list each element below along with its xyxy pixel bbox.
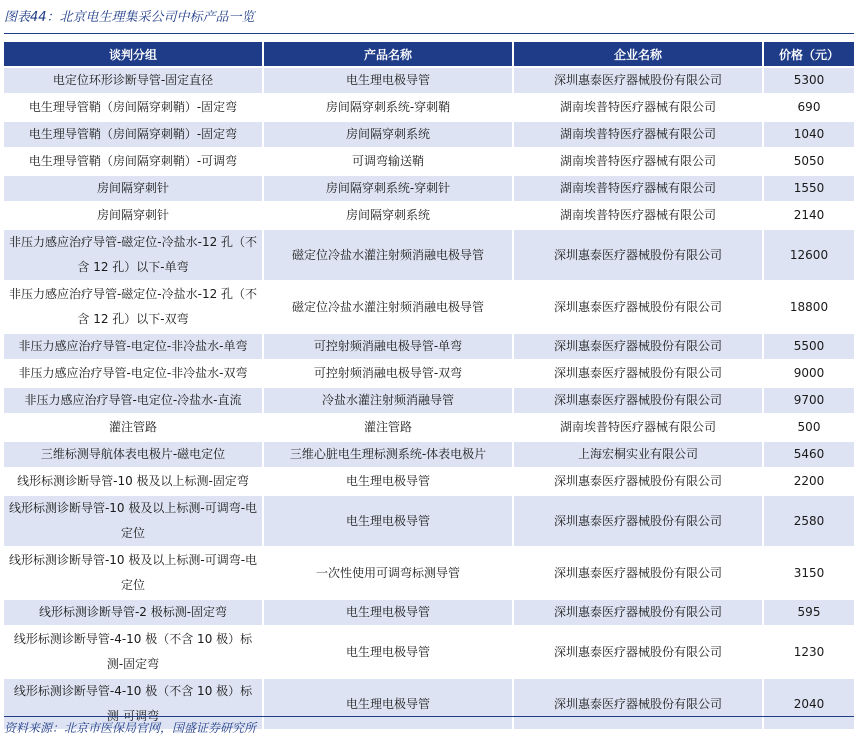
- cell-price: 5500: [764, 332, 854, 359]
- cell-negotiation-group: 线形标测诊断导管-10 极及以上标测-固定弯: [4, 467, 264, 494]
- table-row: [4, 440, 854, 467]
- header-price: 价格（元）: [764, 42, 854, 66]
- cell-price: 500: [764, 413, 854, 440]
- table-row: [4, 467, 854, 494]
- cell-negotiation-group: 灌注管路: [4, 413, 264, 440]
- cell-price: 5300: [764, 66, 854, 93]
- cell-company-name: 深圳惠泰医疗器械股份有限公司: [514, 332, 764, 359]
- table-row: [4, 546, 854, 598]
- cell-negotiation-group: 房间隔穿刺针: [4, 174, 264, 201]
- cell-company-name: 深圳惠泰医疗器械股份有限公司: [514, 359, 764, 386]
- header-negotiation-group: 谈判分组: [4, 42, 264, 66]
- cell-price: 5050: [764, 147, 854, 174]
- cell-negotiation-group: 线形标测诊断导管-4-10 极（不含 10 极）标测-可调弯: [4, 677, 264, 729]
- cell-negotiation-group: 电生理导管鞘（房间隔穿刺鞘）-固定弯: [4, 93, 264, 120]
- cell-negotiation-group: 非压力感应治疗导管-磁定位-冷盐水-12 孔（不含 12 孔）以下-双弯: [4, 280, 264, 332]
- cell-price: 12600: [764, 228, 854, 280]
- cell-product-name: 可调弯输送鞘: [264, 147, 514, 174]
- table-row: [4, 66, 854, 93]
- cell-company-name: 深圳惠泰医疗器械股份有限公司: [514, 494, 764, 546]
- cell-price: 2580: [764, 494, 854, 546]
- cell-product-name: 三维心脏电生理标测系统-体表电极片: [264, 440, 514, 467]
- title-divider: [4, 33, 854, 34]
- table-row: [4, 625, 854, 677]
- cell-price: 18800: [764, 280, 854, 332]
- table-header-row: [4, 42, 854, 66]
- cell-price: 9000: [764, 359, 854, 386]
- cell-product-name: 房间隔穿刺系统: [264, 201, 514, 228]
- cell-company-name: 湖南埃普特医疗器械有限公司: [514, 93, 764, 120]
- cell-company-name: 湖南埃普特医疗器械有限公司: [514, 201, 764, 228]
- cell-negotiation-group: 线形标测诊断导管-10 极及以上标测-可调弯-电定位: [4, 546, 264, 598]
- cell-product-name: 磁定位冷盐水灌注射频消融电极导管: [264, 228, 514, 280]
- table-row: [4, 413, 854, 440]
- cell-company-name: 深圳惠泰医疗器械股份有限公司: [514, 228, 764, 280]
- cell-negotiation-group: 非压力感应治疗导管-电定位-冷盐水-直流: [4, 386, 264, 413]
- cell-product-name: 电生理电极导管: [264, 598, 514, 625]
- cell-product-name: 冷盐水灌注射频消融导管: [264, 386, 514, 413]
- cell-negotiation-group: 线形标测诊断导管-4-10 极（不含 10 极）标测-固定弯: [4, 625, 264, 677]
- cell-price: 3150: [764, 546, 854, 598]
- cell-company-name: 深圳惠泰医疗器械股份有限公司: [514, 625, 764, 677]
- cell-price: 5460: [764, 440, 854, 467]
- cell-product-name: 电生理电极导管: [264, 625, 514, 677]
- cell-price: 595: [764, 598, 854, 625]
- cell-price: 2040: [764, 677, 854, 729]
- cell-company-name: 深圳惠泰医疗器械股份有限公司: [514, 66, 764, 93]
- cell-product-name: 房间隔穿刺系统-穿刺针: [264, 174, 514, 201]
- cell-company-name: 深圳惠泰医疗器械股份有限公司: [514, 386, 764, 413]
- cell-price: 1230: [764, 625, 854, 677]
- cell-negotiation-group: 线形标测诊断导管-2 极标测-固定弯: [4, 598, 264, 625]
- cell-product-name: 房间隔穿刺系统: [264, 120, 514, 147]
- cell-product-name: 磁定位冷盐水灌注射频消融电极导管: [264, 280, 514, 332]
- cell-company-name: 深圳惠泰医疗器械股份有限公司: [514, 598, 764, 625]
- table-row: [4, 93, 854, 120]
- cell-negotiation-group: 非压力感应治疗导管-电定位-非冷盐水-双弯: [4, 359, 264, 386]
- table-row: [4, 201, 854, 228]
- cell-product-name: 可控射频消融电极导管-单弯: [264, 332, 514, 359]
- table-row: [4, 280, 854, 332]
- figure-title: 图表44：北京电生理集采公司中标产品一览: [4, 10, 255, 25]
- cell-company-name: 深圳惠泰医疗器械股份有限公司: [514, 467, 764, 494]
- cell-company-name: 深圳惠泰医疗器械股份有限公司: [514, 677, 764, 729]
- cell-product-name: 电生理电极导管: [264, 494, 514, 546]
- cell-price: 1040: [764, 120, 854, 147]
- cell-company-name: 湖南埃普特医疗器械有限公司: [514, 147, 764, 174]
- cell-negotiation-group: 非压力感应治疗导管-电定位-非冷盐水-单弯: [4, 332, 264, 359]
- cell-negotiation-group: 电生理导管鞘（房间隔穿刺鞘）-固定弯: [4, 120, 264, 147]
- header-company-name: 企业名称: [514, 42, 764, 66]
- cell-price: 2200: [764, 467, 854, 494]
- cell-company-name: 深圳惠泰医疗器械股份有限公司: [514, 546, 764, 598]
- header-product-name: 产品名称: [264, 42, 514, 66]
- table-row: [4, 598, 854, 625]
- table-row: [4, 147, 854, 174]
- cell-negotiation-group: 电生理导管鞘（房间隔穿刺鞘）-可调弯: [4, 147, 264, 174]
- table-row: [4, 386, 854, 413]
- cell-product-name: 灌注管路: [264, 413, 514, 440]
- cell-product-name: 电生理电极导管: [264, 66, 514, 93]
- cell-product-name: 电生理电极导管: [264, 467, 514, 494]
- cell-company-name: 上海宏桐实业有限公司: [514, 440, 764, 467]
- cell-negotiation-group: 三维标测导航体表电极片-磁电定位: [4, 440, 264, 467]
- source-note: 资料来源：北京市医保局官网，国盛证券研究所: [4, 721, 257, 735]
- cell-company-name: 湖南埃普特医疗器械有限公司: [514, 413, 764, 440]
- cell-company-name: 深圳惠泰医疗器械股份有限公司: [514, 280, 764, 332]
- table-row: [4, 494, 854, 546]
- table-row: [4, 332, 854, 359]
- cell-negotiation-group: 房间隔穿刺针: [4, 201, 264, 228]
- table-row: [4, 120, 854, 147]
- bid-results-table: [4, 42, 854, 729]
- table-body: [4, 66, 854, 729]
- cell-price: 2140: [764, 201, 854, 228]
- cell-price: 9700: [764, 386, 854, 413]
- cell-product-name: 房间隔穿刺系统-穿刺鞘: [264, 93, 514, 120]
- table-row: [4, 228, 854, 280]
- cell-company-name: 湖南埃普特医疗器械有限公司: [514, 120, 764, 147]
- cell-price: 690: [764, 93, 854, 120]
- cell-product-name: 可控射频消融电极导管-双弯: [264, 359, 514, 386]
- footer-divider: [4, 716, 854, 717]
- cell-company-name: 湖南埃普特医疗器械有限公司: [514, 174, 764, 201]
- table-row: [4, 359, 854, 386]
- cell-negotiation-group: 电定位环形诊断导管-固定直径: [4, 66, 264, 93]
- cell-product-name: 一次性使用可调弯标测导管: [264, 546, 514, 598]
- cell-price: 1550: [764, 174, 854, 201]
- cell-negotiation-group: 线形标测诊断导管-10 极及以上标测-可调弯-电定位: [4, 494, 264, 546]
- table-row: [4, 174, 854, 201]
- cell-negotiation-group: 非压力感应治疗导管-磁定位-冷盐水-12 孔（不含 12 孔）以下-单弯: [4, 228, 264, 280]
- cell-product-name: 电生理电极导管: [264, 677, 514, 729]
